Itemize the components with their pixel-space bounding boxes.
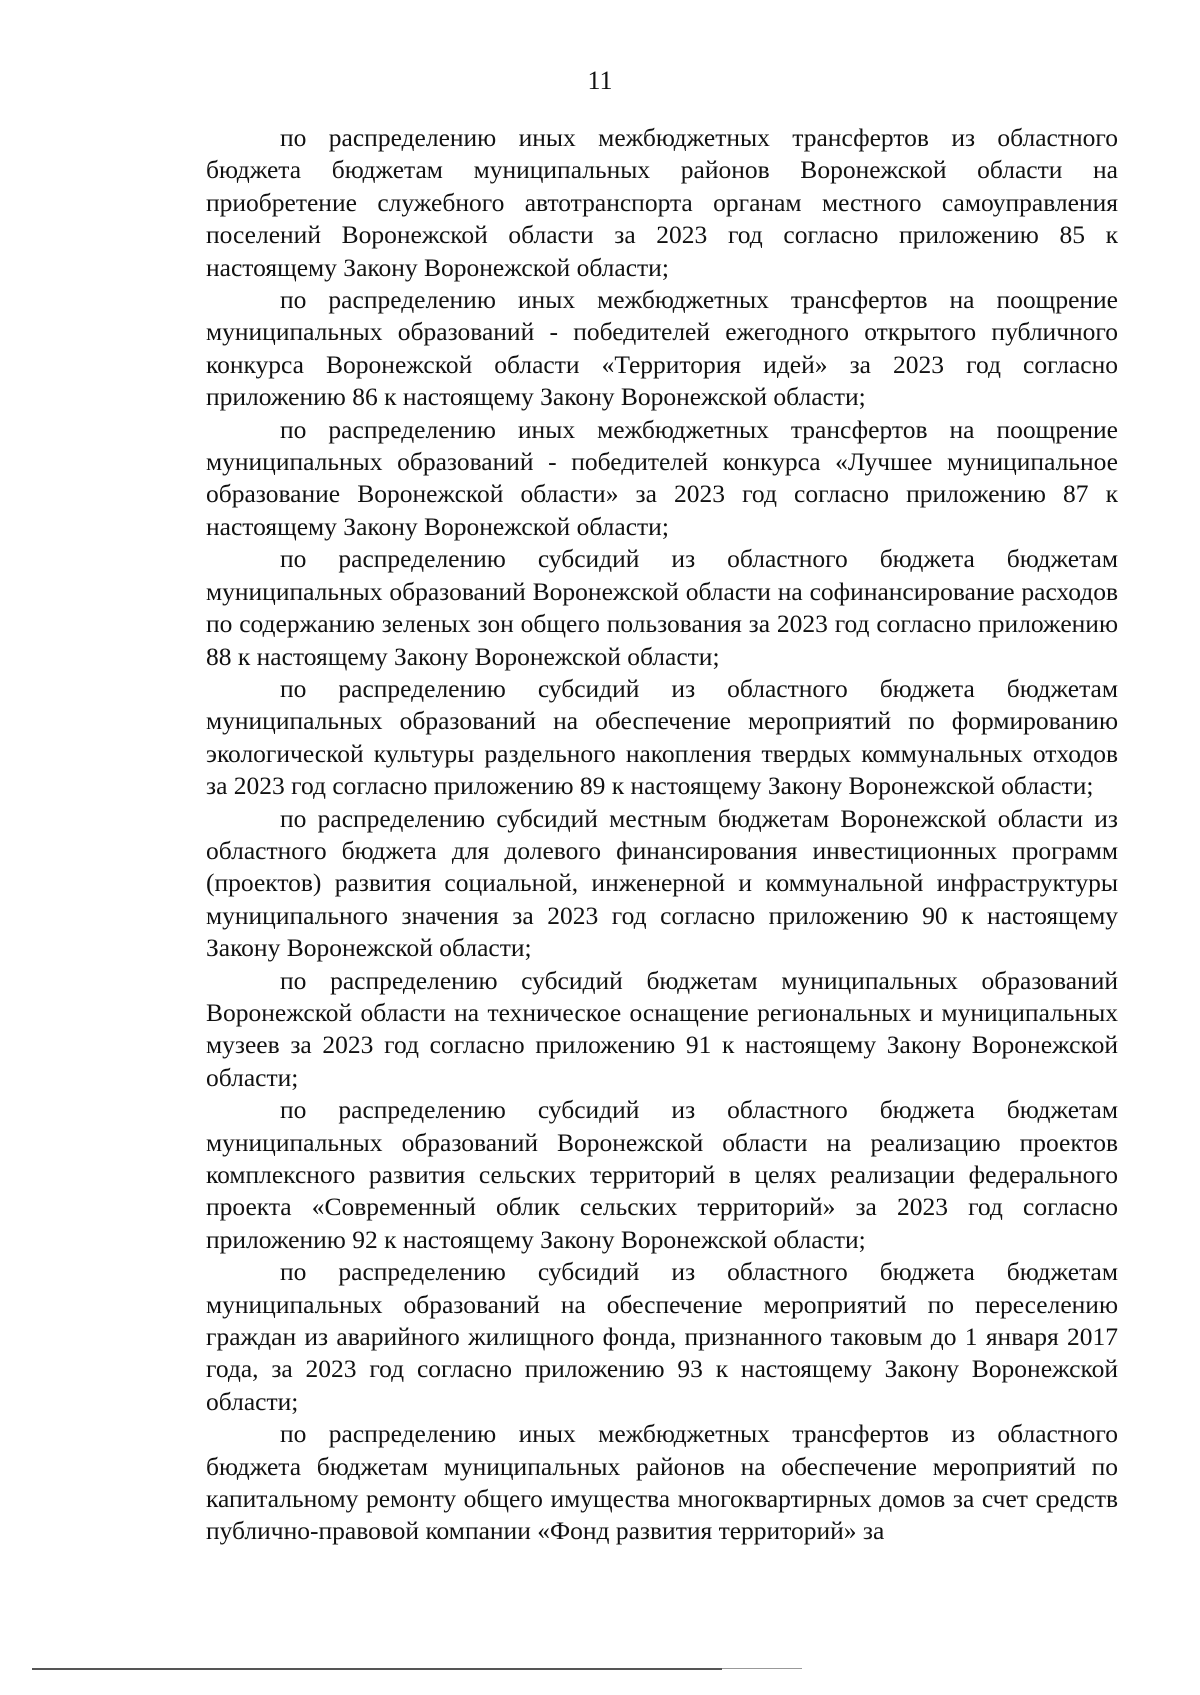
paragraph: по распределению иных межбюджетных трансфертов на поощрение муниципальных образований - победителей ежегодного открытого публичного конкурса Воронежской области «Территория идей» за 2023 год согласно приложению 86 к настоящему Закону Воронежской области;	[206, 285, 1118, 412]
paragraph: по распределению иных межбюджетных трансфертов на поощрение муниципальных образований - победителей конкурса «Лучшее муниципальное образование Воронежской области» за 2023 год согласно приложению 87 к настоящему Закону Воронежской области;	[206, 414, 1118, 541]
paragraph: по распределению иных межбюджетных трансфертов из областного бюджета бюджетам муниципальных районов на обеспечение мероприятий по капитальному ремонту общего имущества многоквартирных домов за счет средств публично-правовой компании «Фонд развития территорий» за	[206, 1419, 1118, 1546]
paragraph: по распределению субсидий бюджетам муниципальных образований Воронежской области на техническое оснащение региональных и муниципальных музеев за 2023 год согласно приложению 91 к настоящему Закону Воронежской области;	[206, 965, 1118, 1092]
bottom-divider	[32, 1668, 722, 1670]
page-number: 11	[587, 66, 613, 95]
paragraph: по распределению субсидий из областного бюджета бюджетам муниципальных образований Воронежской области на софинансирование расходов по содержанию зеленых зон общего пользования за 2023 год согласно приложению 88 к настоящему Закону Воронежской области;	[206, 544, 1118, 671]
paragraph: по распределению субсидий из областного бюджета бюджетам муниципальных образований на обеспечение мероприятий по переселению граждан из аварийного жилищного фонда, признанного таковым до 1 января 2017 года, за 2023 год согласно приложению 93 к настоящему Закону Воронежской области;	[206, 1257, 1118, 1416]
paragraph: по распределению субсидий местным бюджетам Воронежской области из областного бюджета для долевого финансирования инвестиционных программ (проектов) развития социальной, инженерной и коммунальной инфраструктуры муниципального значения за 2023 год согласно приложению 90 к настоящему Закону Воронежской области;	[206, 803, 1118, 963]
bottom-divider-tail	[722, 1668, 802, 1669]
paragraph: по распределению субсидий из областного бюджета бюджетам муниципальных образований на обеспечение мероприятий по формированию экологической культуры раздельного накопления твердых коммунальных отходов за 2023 год согласно приложению 89 к настоящему Закону Воронежской области;	[206, 673, 1118, 801]
paragraph: по распределению иных межбюджетных трансфертов из областного бюджета бюджетам муниципальных районов Воронежской области на приобретение служебного автотранспорта органам местного самоуправления поселений Воронежской области за 2023 год согласно приложению 85 к настоящему Закону Воронежской области;	[206, 123, 1118, 282]
paragraph: по распределению субсидий из областного бюджета бюджетам муниципальных образований Воронежской области на реализацию проектов комплексного развития сельских территорий в целях реализации федерального проекта «Современный облик сельских территорий» за 2023 год согласно приложению 92 к настоящему Закону Воронежской области;	[206, 1095, 1118, 1254]
document-body	[206, 122, 1118, 1548]
